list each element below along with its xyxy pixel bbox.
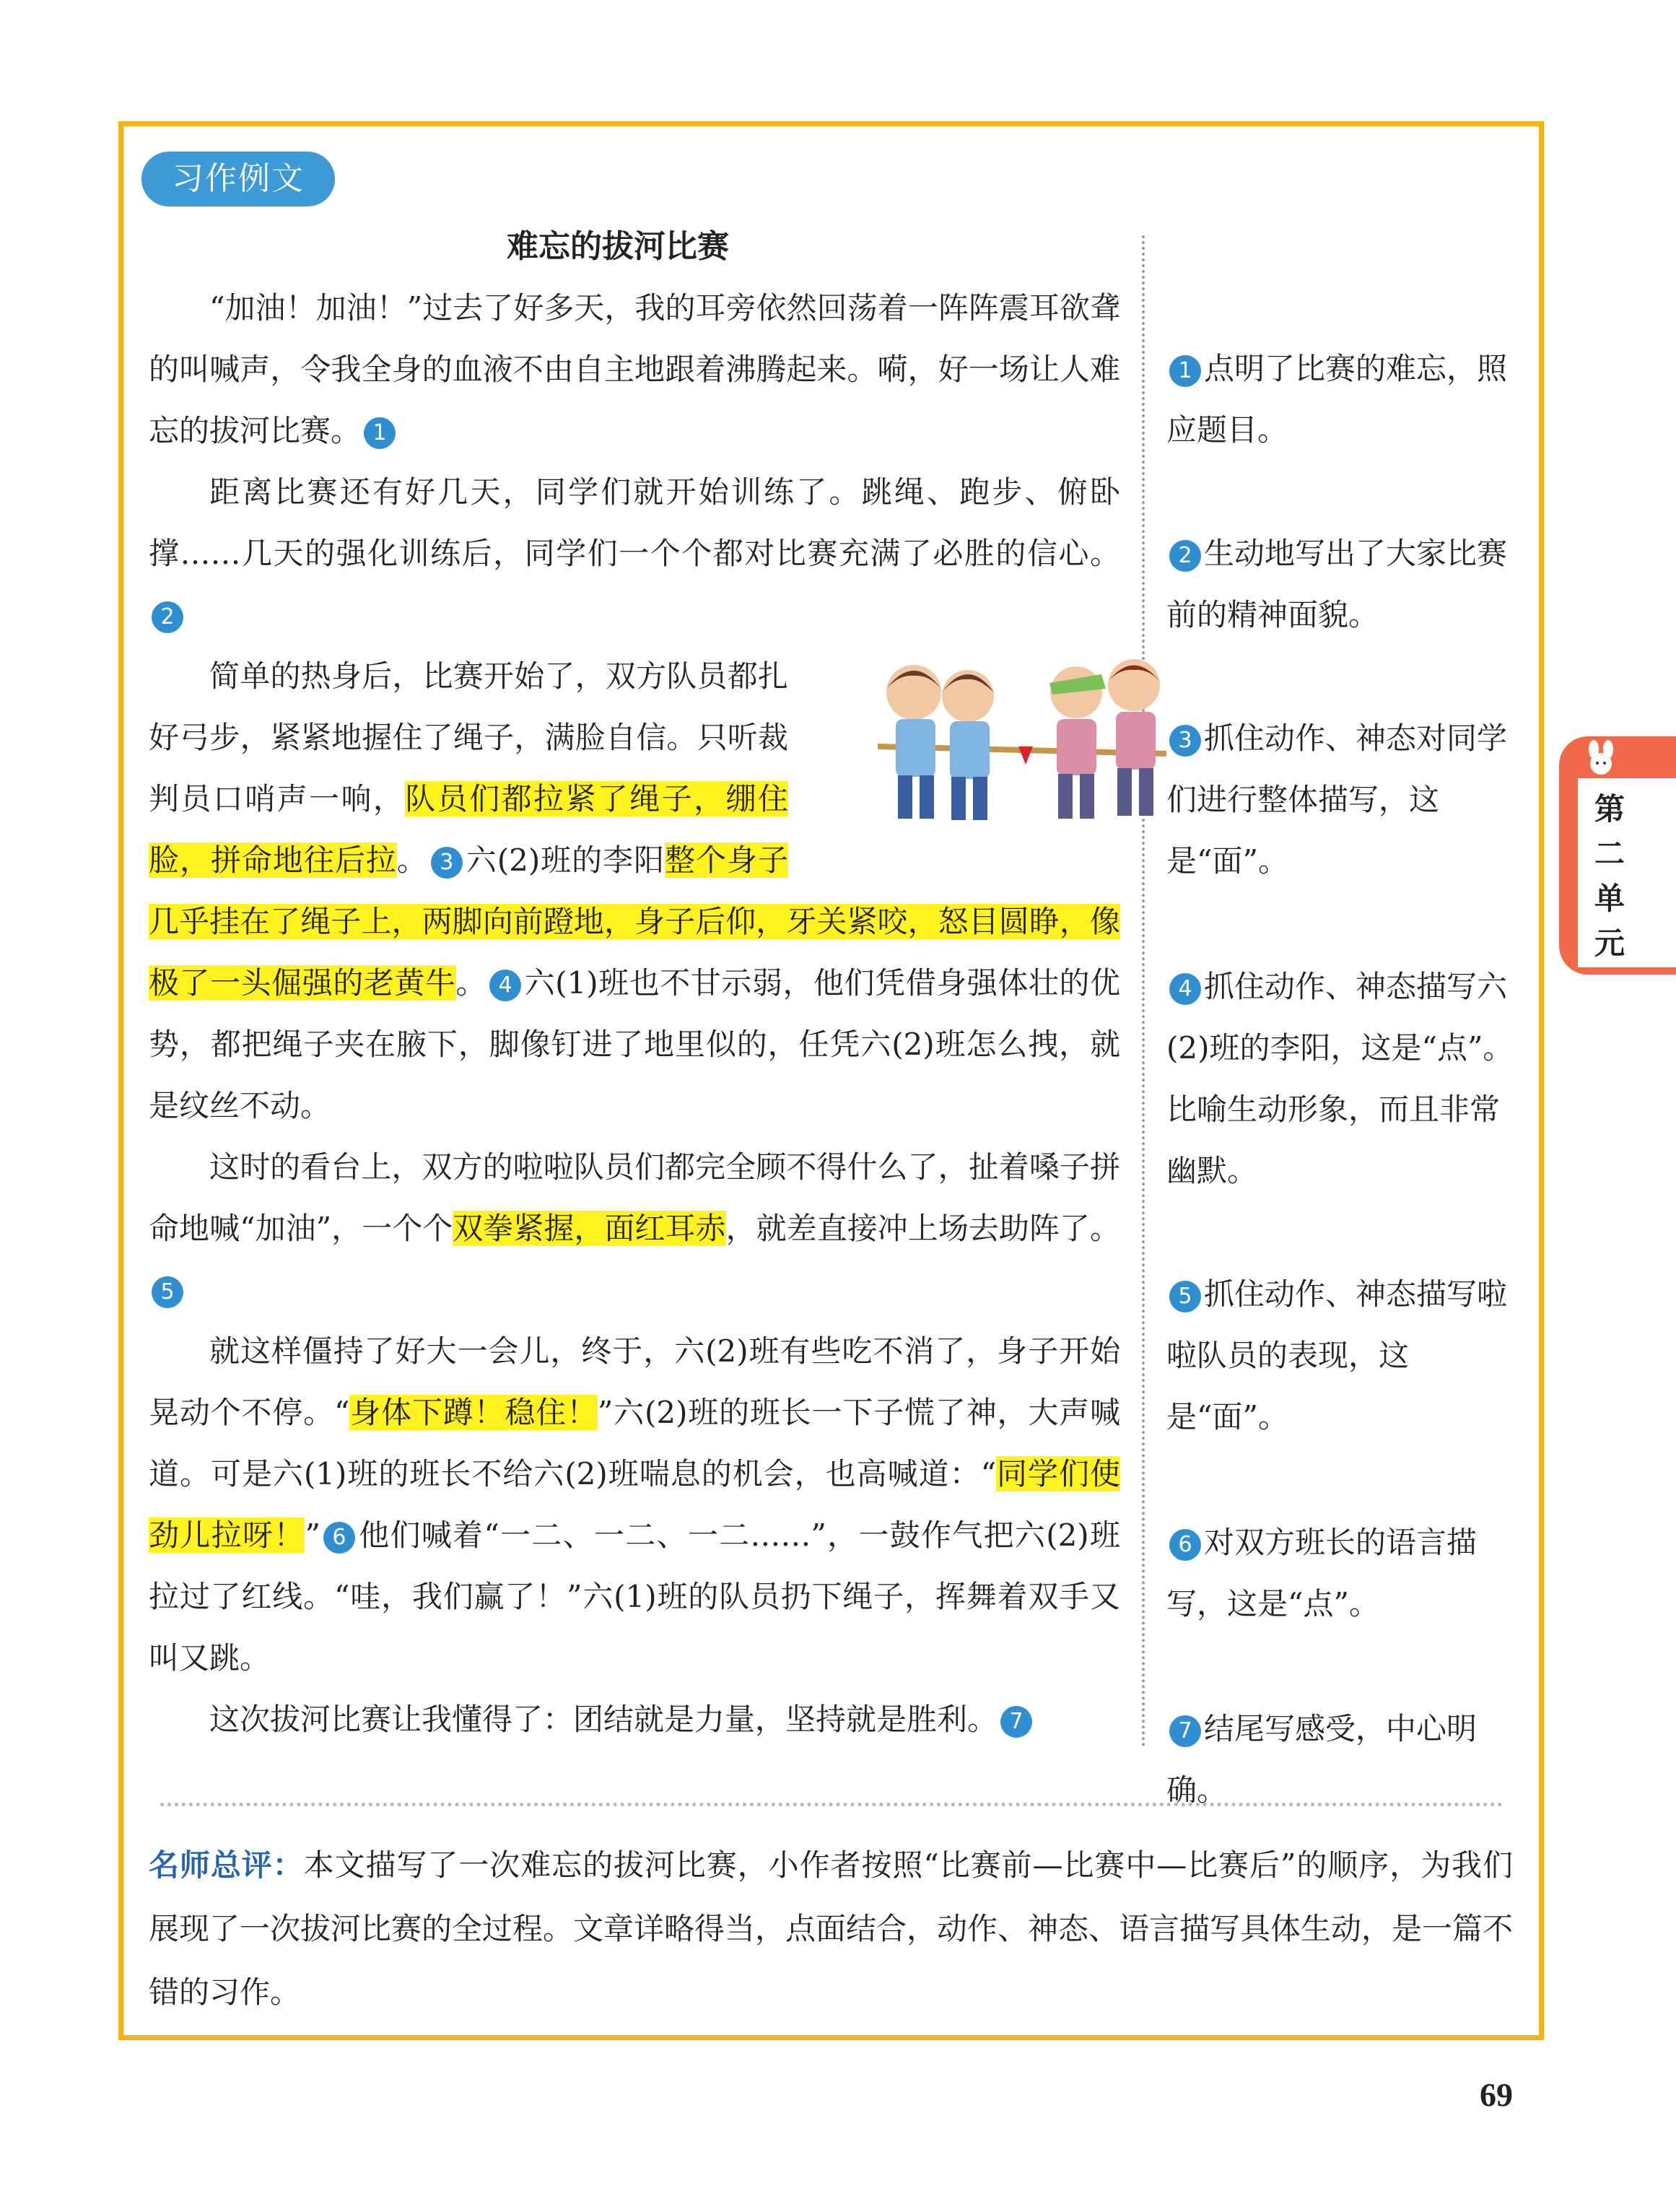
- marker-5: 5: [152, 1276, 183, 1308]
- marker-4: 4: [489, 970, 521, 1001]
- summary-text: 本文描写了一次难忘的拔河比赛，小作者按照“比赛前—比赛中—比赛后”的顺序，为我们展现了一次拔河比赛的全过程。文章详略得当，点面结合，动作、神态、语言描写具体生动，是一篇不错的习作。: [149, 1847, 1514, 2010]
- highlight-2: 整个身子几乎挂在了绳子上，两脚向前蹬地，身子后仰，牙关紧咬，怒目圆睁，像极了一头倔强的老黄牛: [149, 842, 1120, 1001]
- paragraph-4: 这时的看台上，双方的啦啦队员们都完全顾不得什么了，扯着嗓子拼命地喊“加油”，一个个双拳紧握，面红耳赤，就差直接冲上场去助阵了。5: [149, 1136, 1120, 1320]
- note-6: 6 对双方班长的语言描写，这是“点”。: [1166, 1525, 1478, 1621]
- note-2: 2 生动地写出了大家比赛前的精神面貌。: [1166, 536, 1508, 632]
- note-5: 5 抓住动作、神态描写啦啦队员的表现，这是“面”。: [1166, 1276, 1508, 1434]
- summary-label: 名师总评：: [149, 1847, 304, 1883]
- bunny-icon: [1579, 739, 1623, 775]
- note-4: 4 抓住动作、神态描写六(2)班的李阳，这是“点”。比喻生动形象，而且非常幽默。: [1166, 969, 1514, 1188]
- marker-6: 6: [323, 1522, 355, 1554]
- paragraph-2: 距离比赛还有好几天，同学们就开始训练了。跳绳、跑步、俯卧撑……几天的强化训练后，同学们一个个都对比赛充满了必胜的信心。2: [149, 461, 1120, 645]
- note-1: 1 点明了比赛的难忘，照应题目。: [1166, 351, 1508, 448]
- marker-1: 1: [364, 417, 396, 449]
- marker-2: 2: [152, 601, 183, 633]
- teacher-summary: [149, 1834, 1513, 2024]
- paragraph-3: 简单的热身后，比赛开始了，双方队员都扎好弓步，紧紧地握住了绳子，满脸自信。只听裁判员口哨声一响，队员们都拉紧了绳子，绷住脸，拼命地往后拉。 3 六(2)班的李阳整个身子几乎挂在了绳子上，两脚向前蹬地，身子后仰，牙关紧咬，怒目圆睁，像极了一头倔强的老黄牛。 4 六(1)班也不甘示弱，他们凭借身强体壮的优势，都把绳子夹在腋下，脚像钉进了地里似的，任凭六(2)班怎么拽，就是纹丝不动。: [149, 645, 1120, 1136]
- section-tag: 习作例文: [141, 152, 335, 206]
- note-7: 7 结尾写感受，中心明确。: [1166, 1711, 1478, 1808]
- summary-divider: [160, 1803, 1503, 1806]
- essay-body: [149, 277, 1120, 1750]
- paragraph-5: 就这样僵持了好大一会儿，终于，六(2)班有些吃不消了，身子开始晃动个不停。“身体下蹲！稳住！”六(2)班的班长一下子慌了神，大声喊道。可是六(1)班的班长不给六(2)班喘息的机会，也高喊道：“同学们使劲儿拉呀！” 6 他们喊着“一二、一二、一二……”，一鼓作气把六(2)班拉过了红线。“哇，我们赢了！”六(1)班的队员扔下绳子，挥舞着双手又叫又跳。: [149, 1333, 1120, 1676]
- highlight-5: 同学们使劲儿拉呀！: [149, 1456, 1120, 1553]
- highlight-3: 双拳紧握，面红耳赤: [453, 1211, 726, 1246]
- essay-title: 难忘的拔河比赛: [507, 228, 729, 265]
- paragraph-6: 这次拔河比赛让我懂得了：团结就是力量，坚持就是胜利。 7: [149, 1689, 1120, 1750]
- note-3: 3 抓住动作、神态对同学们进行整体描写，这是“面”。: [1166, 720, 1508, 879]
- highlight-1: 队员们都拉紧了绳子，绷住脸，拼命地往后拉: [149, 781, 788, 878]
- marker-3: 3: [431, 847, 463, 879]
- tug-of-war-illustration: [803, 653, 1120, 833]
- column-divider: [1142, 235, 1145, 1748]
- paragraph-1: “加油！加油！”过去了好多天，我的耳旁依然回荡着一阵阵震耳欲聋的叫喊声，令我全身的血液不由自主地跟着沸腾起来。嗬，好一场让人难忘的拔河比赛。 1: [149, 290, 1120, 448]
- marker-7: 7: [1000, 1706, 1032, 1738]
- highlight-4: 身体下蹲！稳住！: [349, 1395, 598, 1430]
- page-number: 69: [1480, 2076, 1513, 2113]
- unit-label: 第 二 单 元: [1594, 791, 1625, 961]
